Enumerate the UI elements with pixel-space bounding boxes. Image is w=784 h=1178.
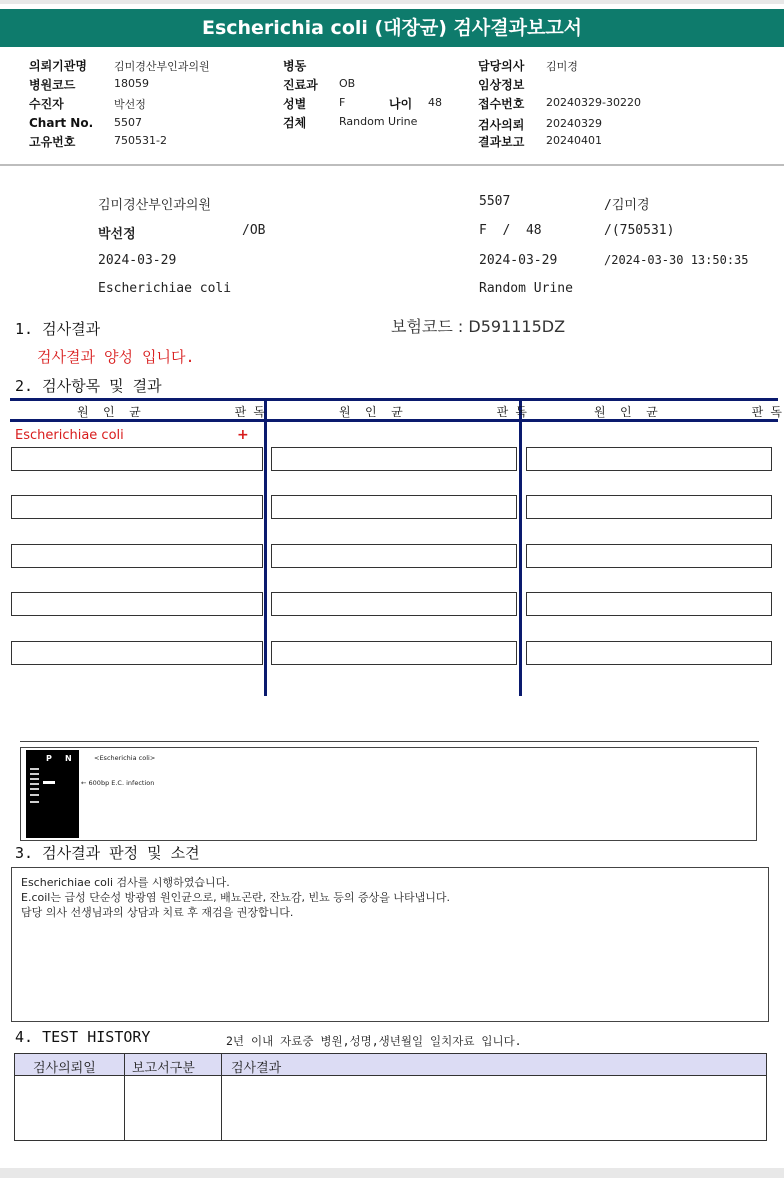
request-date-label: 검사의뢰 [478, 118, 525, 132]
summary-sex-age: F / 48 [479, 223, 542, 238]
patient-value: 박선정 [114, 98, 146, 111]
column-header-3: 원 인 균 판 독 [594, 405, 783, 419]
column-header-2: 원 인 균 판 독 [339, 405, 528, 419]
ladder-band [30, 768, 39, 770]
gel-caption: <Escherichia coli> [94, 754, 156, 762]
report-date-label: 결과보고 [478, 135, 525, 149]
result-box [526, 641, 772, 665]
lane-p-label: P [46, 754, 52, 763]
doctor-label: 담당의사 [478, 59, 525, 73]
opinion-line: E.coil는 급성 단순성 방광염 원인균으로, 배뇨곤란, 잔뇨감, 빈뇨 등의 증상을 나타냅니다. [21, 891, 450, 904]
clinical-info-label: 임상정보 [478, 78, 525, 92]
summary-test: Escherichiae coli [98, 281, 232, 296]
ladder-band [30, 778, 39, 780]
column-header-1: 원 인 균 판 독 [77, 405, 266, 419]
ward-label: 병동 [283, 59, 307, 73]
report-title: Escherichia coli (대장균) 검사결과보고서 [0, 9, 784, 47]
history-col-report-type: 보고서구분 [132, 1061, 195, 1076]
receipt-no-value: 20240329-30220 [546, 96, 641, 109]
opinion-line: 담당 의사 선생님과의 상담과 치료 후 재검을 권장합니다. [21, 906, 294, 919]
summary-chart: 5507 [479, 194, 511, 209]
insurance-code: 보험코드 : D591115DZ [391, 317, 566, 336]
age-label: 나이 [389, 97, 413, 111]
positive-band [43, 781, 55, 784]
section-1-title: 1. 검사결과 [15, 320, 101, 338]
hospital-code-label: 병원코드 [29, 78, 76, 92]
ladder-band [30, 773, 39, 775]
grid-divider-2 [519, 398, 522, 696]
result-box [526, 592, 772, 616]
sex-label: 성별 [283, 97, 307, 111]
result-box [526, 544, 772, 568]
hospital-label: 의뢰기관명 [29, 59, 87, 73]
info-separator [0, 164, 784, 166]
result-box [11, 495, 263, 519]
summary-date-2: 2024-03-29 [479, 253, 558, 268]
result-organism: Escherichiae coli [15, 428, 124, 443]
summary-specimen: Random Urine [479, 281, 573, 296]
history-table-header [15, 1054, 766, 1076]
ladder-band [30, 783, 39, 785]
grid-top-rule [10, 398, 778, 401]
summary-birth: /(750531) [604, 223, 675, 238]
summary-hospital: 김미경산부인과의원 [98, 198, 212, 213]
result-mark: + [237, 427, 249, 443]
history-col-request-date: 검사의뢰일 [33, 1061, 96, 1076]
result-box [11, 641, 263, 665]
unique-id-label: 고유번호 [29, 135, 76, 149]
gel-band-annotation [81, 779, 154, 787]
lane-n-label: N [65, 754, 72, 763]
gel-electrophoresis-image [26, 750, 79, 838]
result-box [11, 544, 263, 568]
summary-patient: 박선정 [98, 227, 136, 242]
ladder-band [30, 788, 39, 790]
result-box [271, 447, 517, 471]
result-box [271, 592, 517, 616]
result-box [526, 447, 772, 471]
arrow-left-icon: ← [81, 779, 87, 787]
gel-top-rule [20, 741, 759, 742]
ladder-band [30, 801, 39, 803]
history-col-result: 검사결과 [231, 1061, 282, 1076]
result-box [11, 592, 263, 616]
hospital-value: 김미경산부인과의원 [114, 60, 210, 73]
specimen-label: 검체 [283, 116, 307, 130]
bottom-strip [0, 1168, 784, 1178]
hospital-code-value: 18059 [114, 77, 149, 90]
summary-doctor: /김미경 [604, 198, 650, 213]
opinion-box [11, 867, 769, 1022]
result-box [271, 495, 517, 519]
section-2-title: 2. 검사항목 및 결과 [15, 377, 162, 395]
result-positive-text: 검사결과 양성 입니다. [37, 348, 195, 366]
grid-divider-1 [264, 398, 267, 696]
patient-label: 수진자 [29, 97, 64, 111]
department-value: OB [339, 77, 356, 90]
section-3-title: 3. 검사결과 판정 및 소견 [15, 844, 200, 862]
chart-no-label: Chart No. [29, 116, 94, 130]
receipt-no-label: 접수번호 [478, 97, 525, 111]
summary-date-1: 2024-03-29 [98, 253, 177, 268]
result-box [11, 447, 263, 471]
history-col-divider [221, 1054, 222, 1140]
department-label: 진료과 [283, 78, 318, 92]
section-4-title: 4. TEST HISTORY [15, 1028, 151, 1046]
history-table [14, 1053, 767, 1141]
specimen-value: Random Urine [339, 115, 418, 128]
result-box [271, 641, 517, 665]
summary-department: /OB [242, 223, 266, 238]
report-date-value: 20240401 [546, 134, 602, 147]
opinion-line: Escherichiae coli 검사를 시행하였습니다. [21, 876, 230, 889]
result-box [271, 544, 517, 568]
unique-id-value: 750531-2 [114, 134, 167, 147]
chart-no-value: 5507 [114, 116, 142, 129]
top-strip [0, 0, 784, 4]
history-col-divider [124, 1054, 125, 1140]
doctor-value: 김미경 [546, 60, 578, 73]
gel-band-label: 600bp E.C. infection [88, 779, 155, 787]
sex-value: F [339, 96, 346, 109]
age-value: 48 [428, 96, 442, 109]
result-box [526, 495, 772, 519]
summary-datetime: /2024-03-30 13:50:35 [604, 253, 749, 267]
ladder-band [30, 794, 39, 796]
history-note: 2년 이내 자료중 병원,성명,생년월일 일치자료 입니다. [226, 1034, 522, 1048]
request-date-value: 20240329 [546, 117, 602, 130]
